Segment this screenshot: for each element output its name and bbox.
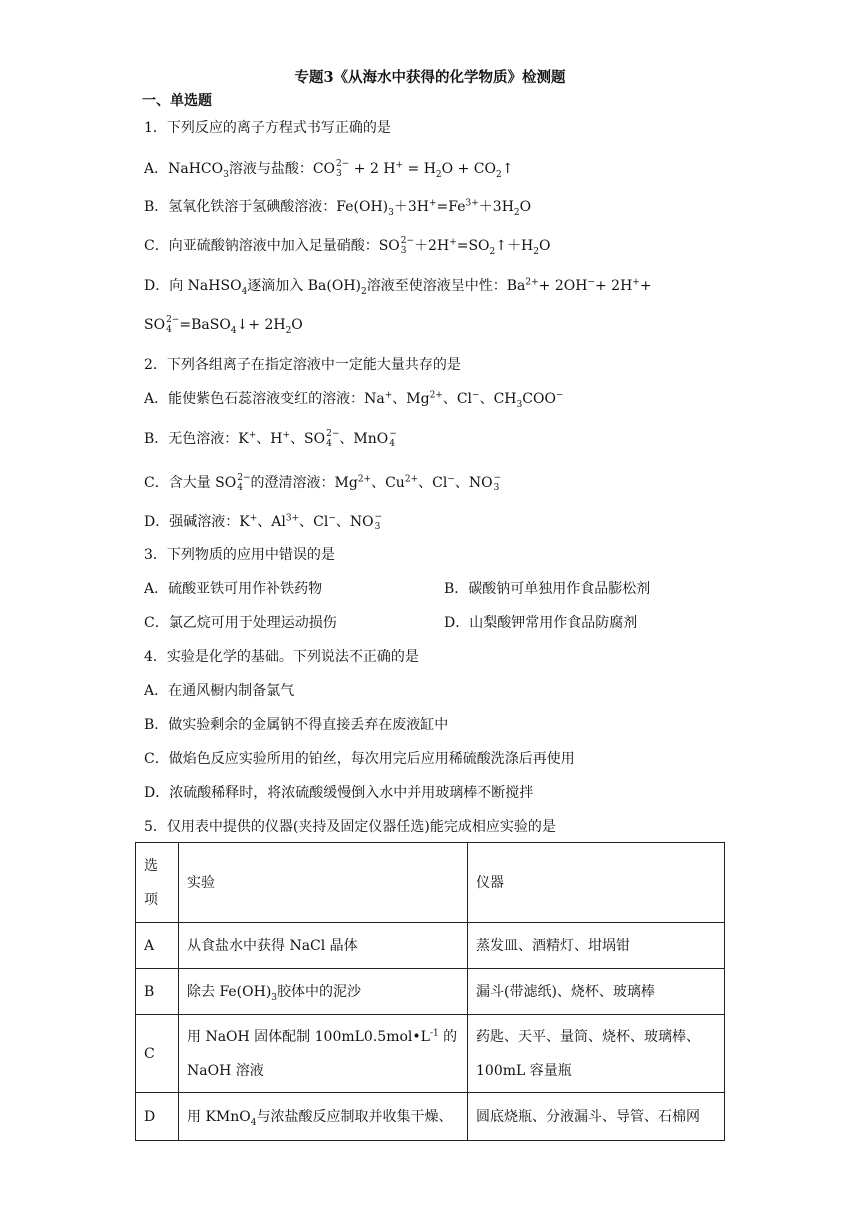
row-option: B [136, 969, 179, 1015]
row-experiment: 用 KMnO$_4$与浓盐酸反应制取并收集干燥、 [179, 1093, 468, 1141]
q3-stem: 3．下列物质的应用中错误的是 [144, 547, 335, 563]
q3-option-a: A．硫酸亚铁可用作补铁药物 [144, 581, 323, 597]
table-row [136, 969, 725, 1015]
row-instruments: 漏斗(带滤纸)、烧杯、玻璃棒 [468, 969, 725, 1015]
q4-option-a: A．在通风橱内制备氯气 [144, 683, 295, 699]
row-option: C [136, 1015, 179, 1093]
header-instruments: 仪器 [468, 843, 725, 923]
row-experiment: 从食盐水中获得 NaCl 晶体 [179, 923, 468, 969]
row-option: A [136, 923, 179, 969]
row-experiment: 用 NaOH 固体配制 $100mL0.5mol•L^{-1}$ 的 NaOH 溶液 [179, 1015, 468, 1093]
q2-option-b: B．无色溶液：K+、H+、SO 2− 4 、MnO − 4 [144, 429, 397, 449]
q4-option-b: B．做实验剩余的金属钠不得直接丢弃在废液缸中 [144, 717, 449, 733]
q2-option-c: C．含大量 SO 2− 4 的澄清溶液：$Mg^{2+}$、$Cu^{2+}$、Cl−、NO − 3 [144, 473, 502, 493]
q3-option-b: B．碳酸钠可单独用作食品膨松剂 [444, 581, 651, 597]
table-row [136, 1015, 725, 1093]
q1-option-d: D．向 NaHSO$_4$逐滴加入 $Ba(OH)_2$溶液至使溶液呈中性：$Ba^{2+}+ 2OH^-+ 2H^++$ [144, 277, 652, 297]
header-option: 选 项 [136, 843, 179, 923]
table-header-row [136, 843, 725, 923]
q1-option-b: B．氢氧化铁溶于氢碘酸溶液：$Fe(OH)_3+3H^+=Fe^{3+}+3H_2O$ [144, 198, 532, 218]
q3-option-c: C．氯乙烷可用于处理运动损伤 [144, 615, 337, 631]
q3-option-d: D．山梨酸钾常用作食品防腐剂 [444, 615, 638, 631]
instrument-table [135, 842, 725, 1141]
table-row [136, 1093, 725, 1141]
document-title: 专题3《从海水中获得的化学物质》检测题 [294, 69, 566, 86]
row-instruments: 圆底烧瓶、分液漏斗、导管、石棉网 [468, 1093, 725, 1141]
q4-option-d: D．浓硫酸稀释时，将浓硫酸缓慢倒入水中并用玻璃棒不断搅拌 [144, 785, 534, 801]
row-experiment: 除去 $Fe(OH)_3$胶体中的泥沙 [179, 969, 468, 1015]
q1-option-d-cont: SO 2− 4 =BaSO$_4$↓+ $2H_2O$ [144, 315, 303, 336]
q1-option-c: C．向亚硫酸钠溶液中加入足量硝酸：SO 2− 3 $+2H^+=SO_2↑+H_2O$ [144, 236, 551, 257]
row-instruments: 蒸发皿、酒精灯、坩埚钳 [468, 923, 725, 969]
table-row [136, 923, 725, 969]
row-option: D [136, 1093, 179, 1141]
header-experiment: 实验 [179, 843, 468, 923]
q2-stem: 2．下列各组离子在指定溶液中一定能大量共存的是 [144, 357, 461, 373]
q4-option-c: C．做焰色反应实验所用的铂丝，每次用完后应用稀硫酸洗涤后再使用 [144, 751, 575, 767]
q1-option-a: A．NaHCO$_3$溶液与盐酸：CO 2− 3 + 2 $H^+ = H_2O$ + $CO_2↑$ [144, 159, 514, 180]
q4-stem: 4．实验是化学的基础。下列说法不正确的是 [144, 649, 419, 665]
q5-stem: 5．仅用表中提供的仪器(夹持及固定仪器任选)能完成相应实验的是 [144, 819, 556, 835]
q2-option-a: A．能使紫色石蕊溶液变红的溶液：Na+、$Mg^{2+}$、Cl−、$CH_3COO^-$ [144, 390, 564, 410]
q2-option-d: D．强碱溶液：K+、$Al^{3+}$、Cl−、NO − 3 [144, 512, 383, 532]
section-heading: 一、单选题 [142, 93, 212, 109]
row-instruments: 药匙、天平、量筒、烧杯、玻璃棒、 100mL 容量瓶 [468, 1015, 725, 1093]
q1-stem: 1．下列反应的离子方程式书写正确的是 [144, 120, 391, 136]
